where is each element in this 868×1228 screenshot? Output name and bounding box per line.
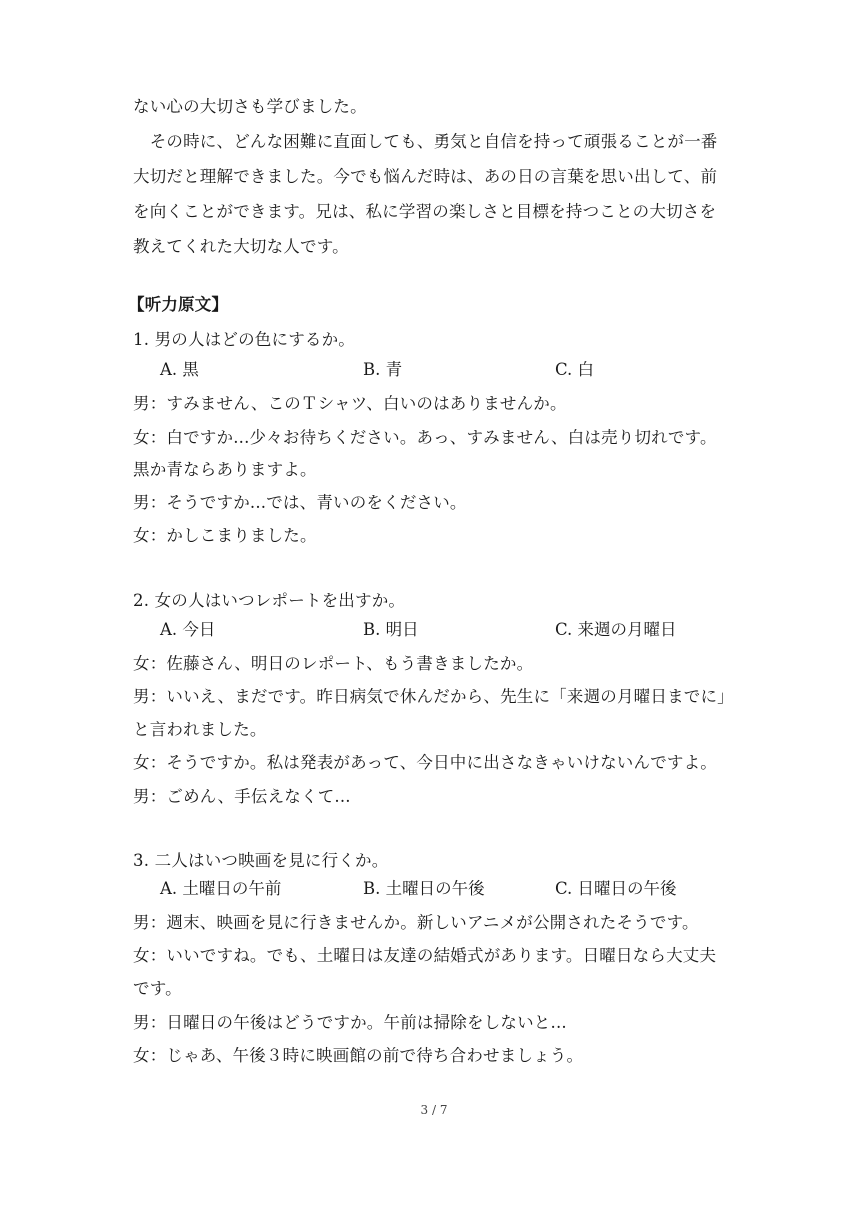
dialogue-line: と言われました。 [133,720,267,739]
dialogue-line: 女：いいですね。でも、土曜日は友達の結婚式があります。日曜日なら大丈夫 [133,946,717,965]
option-a: A. 今日 [160,620,216,639]
question-text: 1. 男の人はどの色にするか。 [133,330,355,349]
dialogue-line: 男：日曜日の午後はどうですか。午前は掃除をしないと... [133,1013,567,1032]
dialogue-line: 女：じゃあ、午後３時に映画館の前で待ち合わせましょう。 [133,1046,584,1065]
option-c: C. 来週の月曜日 [555,620,677,639]
option-c: C. 白 [555,360,595,379]
dialogue-line: 黒か青ならありますよ。 [133,460,317,479]
dialogue-line: 女：かしこまりました。 [133,526,317,545]
dialogue-line: 男：すみません、このＴシャツ、白いのはありませんか。 [133,394,567,413]
dialogue-line: 男：そうですか...では、青いのをください。 [133,493,467,512]
essay-line: 大切だと理解できました。今でも悩んだ時は、あの日の言葉を思い出して、前 [133,167,718,186]
dialogue-line: です。 [133,979,182,998]
option-b: B. 明日 [363,620,419,639]
option-a: A. 黒 [160,360,199,379]
essay-line: その時に、どんな困難に直面しても、勇気と自信を持って頑張ることが一番 [133,132,718,151]
dialogue-line: 男：いいえ、まだです。昨日病気で休んだから、先生に「来週の月曜日までに」 [133,687,734,706]
option-a: A. 土曜日の午前 [160,879,282,898]
option-b: B. 青 [363,360,403,379]
dialogue-line: 女：白ですか...少々お待ちください。あっ、すみません、白は売り切れです。 [133,428,717,447]
option-b: B. 土曜日の午後 [363,879,485,898]
essay-line: 教えてくれた大切な人です。 [133,237,349,256]
dialogue-line: 女：佐藤さん、明日のレポート、もう書きましたか。 [133,654,534,673]
page-number: 3 / 7 [420,1103,448,1117]
dialogue-line: 女：そうですか。私は発表があって、今日中に出さなきゃいけないんですよ。 [133,753,718,772]
question-text: 2. 女の人はいつレポートを出すか。 [133,591,406,610]
dialogue-line: 男：週末、映画を見に行きませんか。新しいアニメが公開されたそうです。 [133,913,699,932]
dialogue-line: 男：ごめん、手伝えなくて... [133,787,351,806]
section-title: 【听力原文】 [128,295,229,314]
question-text: 3. 二人はいつ映画を見に行くか。 [133,851,389,870]
essay-line: ない心の大切さも学びました。 [133,97,367,116]
essay-line: を向くことができます。兄は、私に学習の楽しさと目標を持つことの大切さを [133,202,717,221]
option-c: C. 日曜日の午後 [555,879,677,898]
